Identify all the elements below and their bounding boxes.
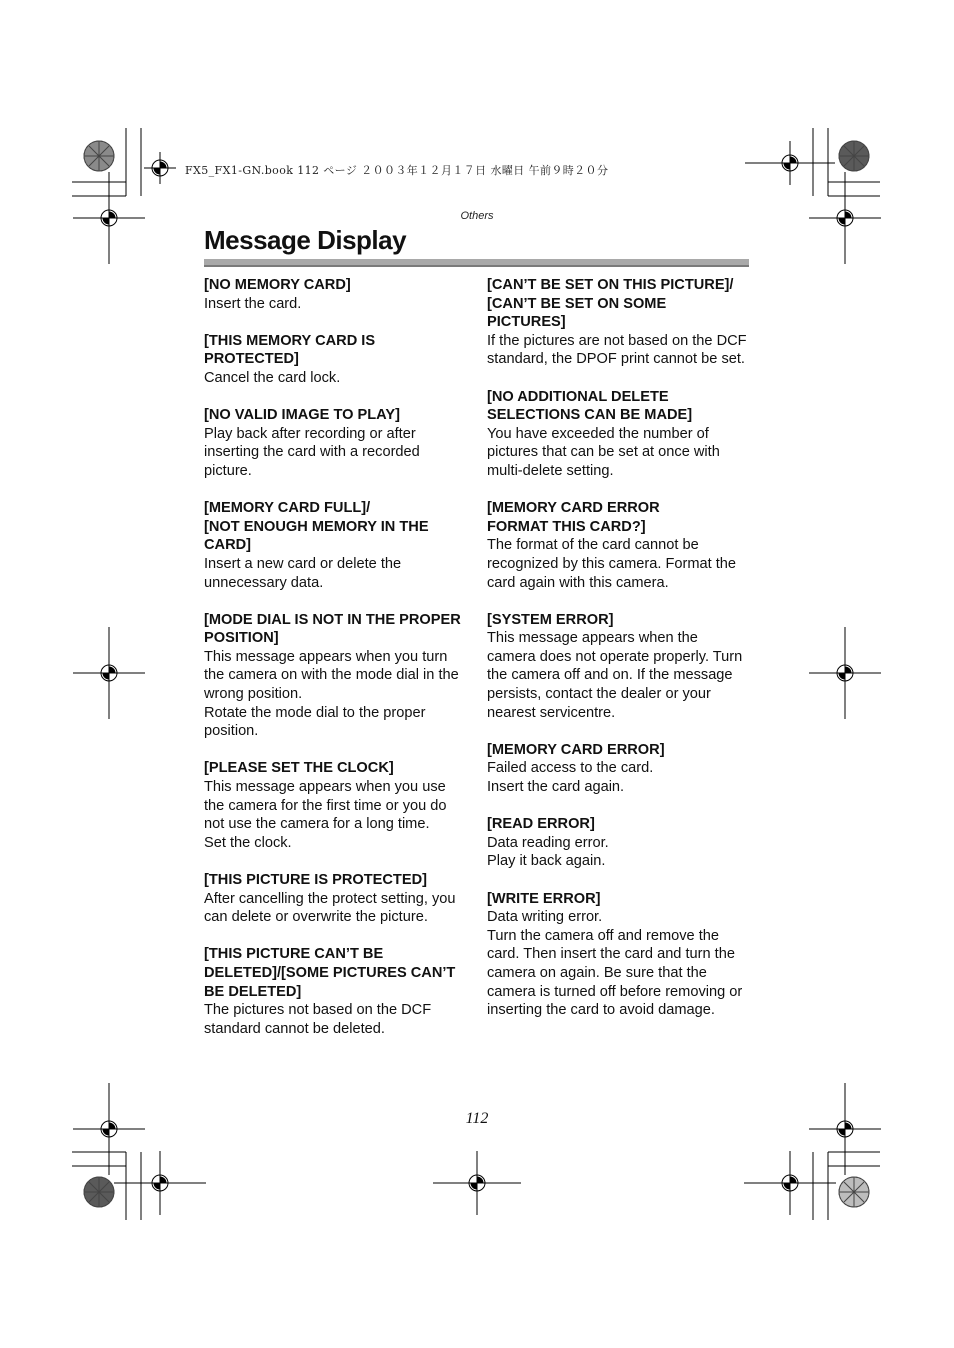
message-entry bbox=[204, 945, 470, 1038]
message-title bbox=[204, 499, 470, 555]
message-description bbox=[204, 1001, 470, 1038]
message-description-line: wrong position. bbox=[204, 686, 303, 703]
message-description-line: You have exceeded the number of bbox=[487, 425, 709, 442]
message-description-line: Set the clock. bbox=[204, 834, 292, 851]
message-title-line: [NO ADDITIONAL DELETE bbox=[487, 388, 669, 405]
message-title bbox=[204, 871, 470, 890]
message-description-line: card again with this camera. bbox=[487, 574, 669, 591]
message-description bbox=[487, 759, 753, 796]
message-description-line: Data writing error. bbox=[487, 909, 603, 926]
message-entry bbox=[487, 276, 753, 369]
section-label: Others bbox=[460, 210, 494, 222]
message-title-line: PICTURES] bbox=[487, 314, 566, 331]
message-description-line: Insert the card. bbox=[204, 295, 302, 312]
message-title bbox=[487, 388, 753, 425]
message-description bbox=[487, 834, 753, 871]
message-title bbox=[204, 611, 470, 648]
message-description-line: If the pictures are not based on the DCF bbox=[487, 332, 747, 349]
message-title-line: [WRITE ERROR] bbox=[487, 890, 601, 907]
message-entry bbox=[204, 499, 470, 592]
left-column bbox=[204, 276, 470, 1057]
message-description bbox=[204, 778, 470, 852]
message-description-line: inserting the card with a recorded bbox=[204, 444, 420, 461]
message-description-line: position. bbox=[204, 723, 259, 740]
message-title-line: [CAN’T BE SET ON SOME bbox=[487, 295, 667, 312]
message-entry bbox=[204, 276, 470, 313]
message-description-line: camera is turned off before removing or bbox=[487, 983, 743, 1000]
message-title-line: [MEMORY CARD ERROR] bbox=[487, 741, 665, 758]
message-description-line: the camera for the first time or you do bbox=[204, 797, 447, 814]
message-description-line: persists, contact the dealer or your bbox=[487, 686, 711, 703]
message-description-line: Rotate the mode dial to the proper bbox=[204, 704, 426, 721]
message-description bbox=[204, 648, 470, 741]
message-description-line: This message appears when you use bbox=[204, 779, 446, 796]
message-title-line: [READ ERROR] bbox=[487, 816, 595, 833]
message-title bbox=[487, 276, 753, 332]
message-title-line: [THIS PICTURE IS PROTECTED] bbox=[204, 872, 427, 888]
message-title-line: CARD] bbox=[204, 537, 252, 554]
message-description-line: picture. bbox=[204, 462, 252, 479]
message-description bbox=[204, 425, 470, 481]
message-description-line: camera on again. Be sure that the bbox=[487, 964, 707, 981]
message-title-line: PROTECTED] bbox=[204, 351, 299, 368]
message-description-line: This message appears when the bbox=[487, 630, 698, 647]
message-description-line: Failed access to the card. bbox=[487, 760, 654, 777]
message-description-line: recognized by this camera. Format the bbox=[487, 555, 737, 572]
message-description-line: the camera on with the mode dial in the bbox=[204, 667, 459, 684]
message-description-line: can delete or overwrite the picture. bbox=[204, 909, 428, 926]
message-title bbox=[487, 815, 753, 834]
message-description-line: Play back after recording or after bbox=[204, 425, 416, 442]
message-entry bbox=[487, 611, 753, 723]
message-entry bbox=[487, 499, 753, 592]
message-entry bbox=[204, 871, 470, 927]
message-entry bbox=[204, 332, 470, 388]
message-description-line: standard cannot be deleted. bbox=[204, 1020, 385, 1037]
message-title-line: SELECTIONS CAN BE MADE] bbox=[487, 407, 693, 424]
message-description-line: Play it back again. bbox=[487, 853, 606, 870]
message-description bbox=[487, 536, 753, 592]
message-entry bbox=[487, 815, 753, 871]
message-title bbox=[487, 499, 753, 536]
message-description-line: After cancelling the protect setting, you bbox=[204, 890, 456, 907]
message-entry bbox=[204, 759, 470, 852]
message-title bbox=[487, 741, 753, 760]
message-description bbox=[487, 629, 753, 722]
message-title-line: [MODE DIAL IS NOT IN THE PROPER bbox=[204, 611, 461, 628]
message-entry bbox=[204, 406, 470, 480]
message-entry bbox=[487, 741, 753, 797]
message-title bbox=[204, 945, 470, 1001]
message-description-line: not use the camera for a long time. bbox=[204, 816, 430, 833]
registration-mark bbox=[73, 141, 881, 1215]
message-description-line: Insert the card again. bbox=[487, 779, 625, 796]
page-title: Message Display bbox=[204, 225, 407, 255]
message-title bbox=[204, 759, 470, 778]
message-title-line: DELETED]/[SOME PICTURES CAN’T bbox=[204, 964, 456, 981]
message-title bbox=[204, 406, 470, 425]
message-title-line: [MEMORY CARD FULL]/ bbox=[204, 500, 371, 517]
message-title bbox=[487, 611, 753, 630]
message-description-line: the camera off and on. If the message bbox=[487, 667, 733, 684]
message-title bbox=[487, 890, 753, 909]
message-description-line: multi-delete setting. bbox=[487, 462, 614, 479]
right-column bbox=[487, 276, 753, 1038]
message-title-line: [NOT ENOUGH MEMORY IN THE bbox=[204, 518, 429, 535]
message-description bbox=[487, 425, 753, 481]
message-description-line: card. Then insert the card and turn the bbox=[487, 946, 735, 963]
message-entry bbox=[487, 890, 753, 1020]
title-rule bbox=[204, 259, 749, 267]
message-entry bbox=[204, 611, 470, 741]
message-description-line: nearest servicentre. bbox=[487, 704, 616, 721]
message-title-line: [CAN’T BE SET ON THIS PICTURE]/ bbox=[487, 277, 734, 293]
message-description-line: This message appears when you turn bbox=[204, 648, 448, 665]
print-header: FX5_FX1-GN.book 112 ページ ２００３年１２月１７日 水曜日 午前９時２０分 bbox=[185, 164, 609, 177]
message-description bbox=[487, 332, 753, 369]
message-description-line: camera does not operate properly. Turn bbox=[487, 648, 743, 665]
message-description-line: Turn the camera off and remove the bbox=[487, 927, 720, 944]
message-description bbox=[204, 295, 470, 314]
message-title-line: [PLEASE SET THE CLOCK] bbox=[204, 760, 394, 777]
message-description bbox=[204, 369, 470, 388]
message-title bbox=[204, 276, 470, 295]
message-title-line: FORMAT THIS CARD?] bbox=[487, 518, 646, 535]
message-title bbox=[204, 332, 470, 369]
message-title-line: [NO MEMORY CARD] bbox=[204, 277, 351, 293]
message-description-line: Insert a new card or delete the bbox=[204, 555, 402, 572]
message-description-line: The pictures not based on the DCF bbox=[204, 1002, 432, 1019]
message-description-line: Cancel the card lock. bbox=[204, 369, 341, 386]
message-title-line: [MEMORY CARD ERROR bbox=[487, 500, 660, 517]
message-title-line: [THIS PICTURE CAN’T BE bbox=[204, 946, 384, 963]
page-number: 112 bbox=[465, 1110, 489, 1127]
message-title-line: POSITION] bbox=[204, 630, 279, 647]
message-description-line: Data reading error. bbox=[487, 834, 609, 851]
message-description-line: The format of the card cannot be bbox=[487, 537, 699, 554]
message-description-line: inserting the card to avoid damage. bbox=[487, 1002, 715, 1019]
message-description-line: standard, the DPOF print cannot be set. bbox=[487, 351, 745, 368]
message-description bbox=[204, 890, 470, 927]
message-title-line: [SYSTEM ERROR] bbox=[487, 611, 614, 628]
message-title-line: [THIS MEMORY CARD IS bbox=[204, 332, 376, 349]
message-entry bbox=[487, 388, 753, 481]
message-description-line: unnecessary data. bbox=[204, 574, 324, 591]
message-title-line: [NO VALID IMAGE TO PLAY] bbox=[204, 407, 400, 424]
message-title-line: BE DELETED] bbox=[204, 983, 302, 1000]
message-description bbox=[487, 908, 753, 1020]
message-description bbox=[204, 555, 470, 592]
message-description-line: pictures that can be set at once with bbox=[487, 444, 720, 461]
